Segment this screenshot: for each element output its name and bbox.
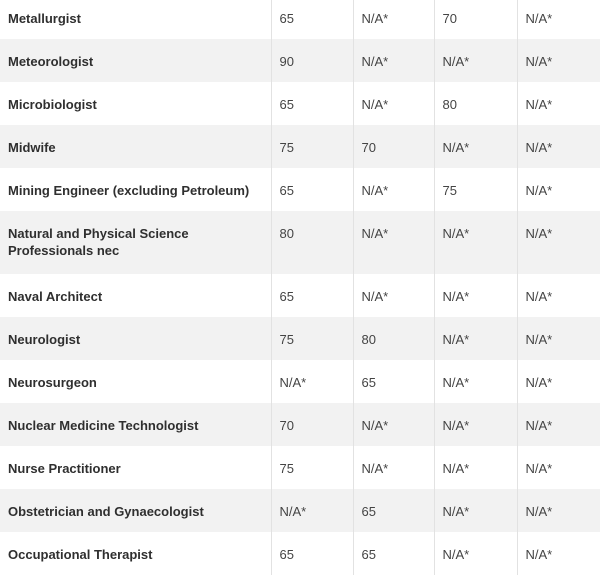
- value-cell: N/A*: [525, 289, 553, 304]
- value-cell: N/A*: [434, 360, 517, 403]
- occupation-cell: Occupational Therapist: [0, 532, 271, 575]
- value-cell: N/A*: [525, 547, 553, 562]
- value-cell: N/A*: [434, 317, 517, 360]
- value-cell: N/A*: [525, 183, 553, 198]
- table-row: [0, 446, 600, 489]
- value-cell: N/A*: [434, 489, 517, 532]
- value-cell: N/A*: [525, 461, 553, 476]
- value-cell: 70: [353, 125, 434, 168]
- value-cell: 65: [271, 274, 353, 317]
- occupation-cell: Mining Engineer (excluding Petroleum): [0, 168, 271, 211]
- value-cell: 65: [353, 532, 434, 575]
- value-cell: 75: [271, 317, 353, 360]
- occupation-cell: Nurse Practitioner: [0, 446, 271, 489]
- table-row: [0, 125, 600, 168]
- value-cell: 65: [271, 532, 353, 575]
- value-cell: N/A*: [434, 211, 517, 274]
- value-cell: 80: [271, 211, 353, 274]
- table-row: [0, 274, 600, 317]
- table-row: [0, 168, 600, 211]
- value-cell: 65: [271, 82, 353, 125]
- value-cell: N/A*: [525, 226, 553, 241]
- value-cell: N/A*: [525, 54, 553, 69]
- value-cell: N/A*: [434, 274, 517, 317]
- value-cell: 90: [271, 39, 353, 82]
- occupation-cell: Nuclear Medicine Technologist: [0, 403, 271, 446]
- table-row: [0, 489, 600, 532]
- value-cell: N/A*: [525, 504, 553, 519]
- value-cell: N/A*: [525, 332, 553, 347]
- value-cell: 70: [271, 403, 353, 446]
- value-cell: N/A*: [353, 274, 434, 317]
- value-cell: N/A*: [353, 82, 434, 125]
- occupation-cell: Natural and Physical Science Professionals nec: [0, 211, 271, 274]
- value-cell: N/A*: [353, 168, 434, 211]
- table-row: [0, 82, 600, 125]
- value-cell: N/A*: [353, 39, 434, 82]
- table-row: [0, 39, 600, 82]
- value-cell: N/A*: [434, 403, 517, 446]
- occupation-cell: Neurologist: [0, 317, 271, 360]
- value-cell: 70: [434, 0, 517, 39]
- table-row: [0, 0, 600, 39]
- value-cell: N/A*: [271, 489, 353, 532]
- occupation-cell: Meteorologist: [0, 39, 271, 82]
- value-cell: 75: [271, 446, 353, 489]
- value-cell: 80: [434, 82, 517, 125]
- occupation-cell: Neurosurgeon: [0, 360, 271, 403]
- value-cell: N/A*: [353, 0, 434, 39]
- value-cell: N/A*: [353, 446, 434, 489]
- value-cell: N/A*: [525, 97, 553, 112]
- table-row: [0, 403, 600, 446]
- value-cell: 75: [271, 125, 353, 168]
- table-row: [0, 360, 600, 403]
- value-cell: N/A*: [525, 140, 553, 155]
- value-cell: N/A*: [353, 211, 434, 274]
- value-cell: N/A*: [434, 39, 517, 82]
- occupation-cell: Midwife: [0, 125, 271, 168]
- value-cell: N/A*: [434, 446, 517, 489]
- occupation-cell: Naval Architect: [0, 274, 271, 317]
- value-cell: N/A*: [271, 360, 353, 403]
- value-cell: 75: [434, 168, 517, 211]
- value-cell: 65: [271, 168, 353, 211]
- table-row: [0, 211, 600, 274]
- value-cell: N/A*: [525, 11, 553, 26]
- value-cell: N/A*: [434, 125, 517, 168]
- value-cell: N/A*: [434, 532, 517, 575]
- value-cell: N/A*: [353, 403, 434, 446]
- occupation-cell: Obstetrician and Gynaecologist: [0, 489, 271, 532]
- value-cell: 65: [353, 489, 434, 532]
- value-cell: N/A*: [525, 418, 553, 433]
- value-cell: 65: [353, 360, 434, 403]
- value-cell: 80: [353, 317, 434, 360]
- value-cell: N/A*: [525, 375, 553, 390]
- table-row: [0, 317, 600, 360]
- value-cell: 65: [271, 0, 353, 39]
- occupation-cell: Metallurgist: [0, 0, 271, 39]
- occupation-cell: Microbiologist: [0, 82, 271, 125]
- table-row: [0, 532, 600, 575]
